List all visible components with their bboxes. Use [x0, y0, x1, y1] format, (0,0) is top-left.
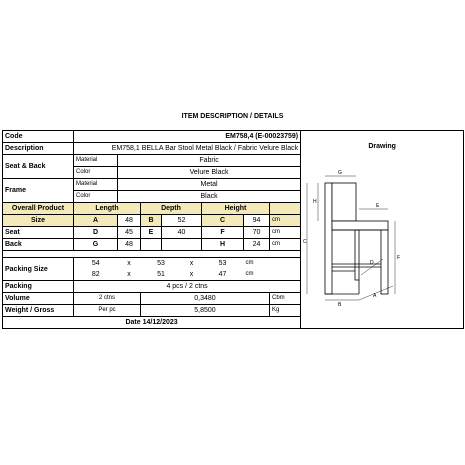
- seat-material-label: Material: [74, 155, 118, 167]
- depth-header: Depth: [141, 203, 202, 215]
- dim-letter-d: D: [370, 260, 374, 266]
- bar-stool-icon: [325, 183, 388, 294]
- dim-value: 94: [244, 215, 270, 227]
- frame-material-label: Material: [74, 179, 118, 191]
- bar-stool-drawing: [303, 163, 433, 308]
- pack-height: 53: [202, 258, 244, 270]
- frame-label: Frame: [3, 179, 74, 203]
- dim-value: 48: [118, 215, 141, 227]
- pack-height: 47: [202, 269, 244, 281]
- back-label: Back: [3, 239, 74, 251]
- length-header: Length: [74, 203, 141, 215]
- dim-letter-g: G: [338, 170, 343, 176]
- volume-unit: Cbm: [270, 293, 301, 305]
- dim-key: E: [141, 227, 162, 239]
- drawing-label: Drawing: [368, 143, 396, 150]
- overall-product-label: Overall Product: [3, 203, 74, 215]
- frame-color-label: Color: [74, 191, 118, 203]
- dim-value: 70: [244, 227, 270, 239]
- dim-unit: cm: [270, 227, 301, 239]
- packing-size-label: Packing Size: [3, 258, 74, 281]
- seat-color-label: Color: [74, 167, 118, 179]
- size-label: Size: [3, 215, 74, 227]
- page-title: ITEM DESCRIPTION / DETAILS: [181, 113, 284, 120]
- dim-value: 45: [118, 227, 141, 239]
- pack-x: x: [182, 258, 202, 270]
- dim-unit: cm: [270, 239, 301, 251]
- dim-value: 24: [244, 239, 270, 251]
- pack-x: x: [118, 258, 141, 270]
- dim-key: [141, 239, 162, 251]
- dim-key: F: [202, 227, 244, 239]
- dim-key: B: [141, 215, 162, 227]
- dim-value: [162, 239, 202, 251]
- dim-letter-a: A: [373, 293, 377, 299]
- weight-label: Weight / Gross: [3, 305, 74, 317]
- seat-color-value: Velure Black: [118, 167, 301, 179]
- dim-value: 52: [162, 215, 202, 227]
- dim-key: A: [74, 215, 118, 227]
- dim-unit: cm: [270, 215, 301, 227]
- dim-key: D: [74, 227, 118, 239]
- pack-depth: 51: [141, 269, 182, 281]
- dim-key: H: [202, 239, 244, 251]
- pack-length: 54: [74, 258, 118, 270]
- date-value: Date 14/12/2023: [3, 317, 301, 329]
- pack-x: x: [182, 269, 202, 281]
- dim-letter-c: C: [303, 239, 307, 245]
- drawing-panel: [301, 131, 464, 329]
- dim-letter-e: E: [376, 203, 380, 209]
- code-row: [3, 131, 464, 143]
- volume-label: Volume: [3, 293, 74, 305]
- frame-color-value: Black: [118, 191, 301, 203]
- frame-material-value: Metal: [118, 179, 301, 191]
- weight-qty: Per pc: [74, 305, 141, 317]
- dim-key: C: [202, 215, 244, 227]
- description-value: EM758,1 BELLA Bar Stool Metal Black / Fabric Velure Black: [74, 143, 301, 155]
- dim-letter-b: B: [338, 302, 342, 308]
- pack-unit: cm: [244, 258, 301, 270]
- code-value: EM758,4 (E-00023759): [74, 131, 301, 143]
- dim-value: 48: [118, 239, 141, 251]
- pack-unit: cm: [244, 269, 301, 281]
- dim-letter-f: F: [397, 255, 401, 261]
- pack-length: 82: [74, 269, 118, 281]
- dim-letter-h: H: [313, 199, 317, 205]
- spec-table: [2, 130, 464, 329]
- dim-key: G: [74, 239, 118, 251]
- packing-value: 4 pcs / 2 ctns: [74, 281, 301, 293]
- description-label: Description: [3, 143, 74, 155]
- volume-qty: 2 ctns: [74, 293, 141, 305]
- pack-depth: 53: [141, 258, 182, 270]
- dim-value: 40: [162, 227, 202, 239]
- volume-value: 0,3480: [141, 293, 270, 305]
- weight-value: 5,8500: [141, 305, 270, 317]
- height-header: Height: [202, 203, 270, 215]
- seat-back-label: Seat & Back: [3, 155, 74, 179]
- seat-label: Seat: [3, 227, 74, 239]
- pack-x: x: [118, 269, 141, 281]
- unit-header: [270, 203, 301, 215]
- packing-label: Packing: [3, 281, 74, 293]
- code-label: Code: [3, 131, 74, 143]
- weight-unit: Kg: [270, 305, 301, 317]
- seat-material-value: Fabric: [118, 155, 301, 167]
